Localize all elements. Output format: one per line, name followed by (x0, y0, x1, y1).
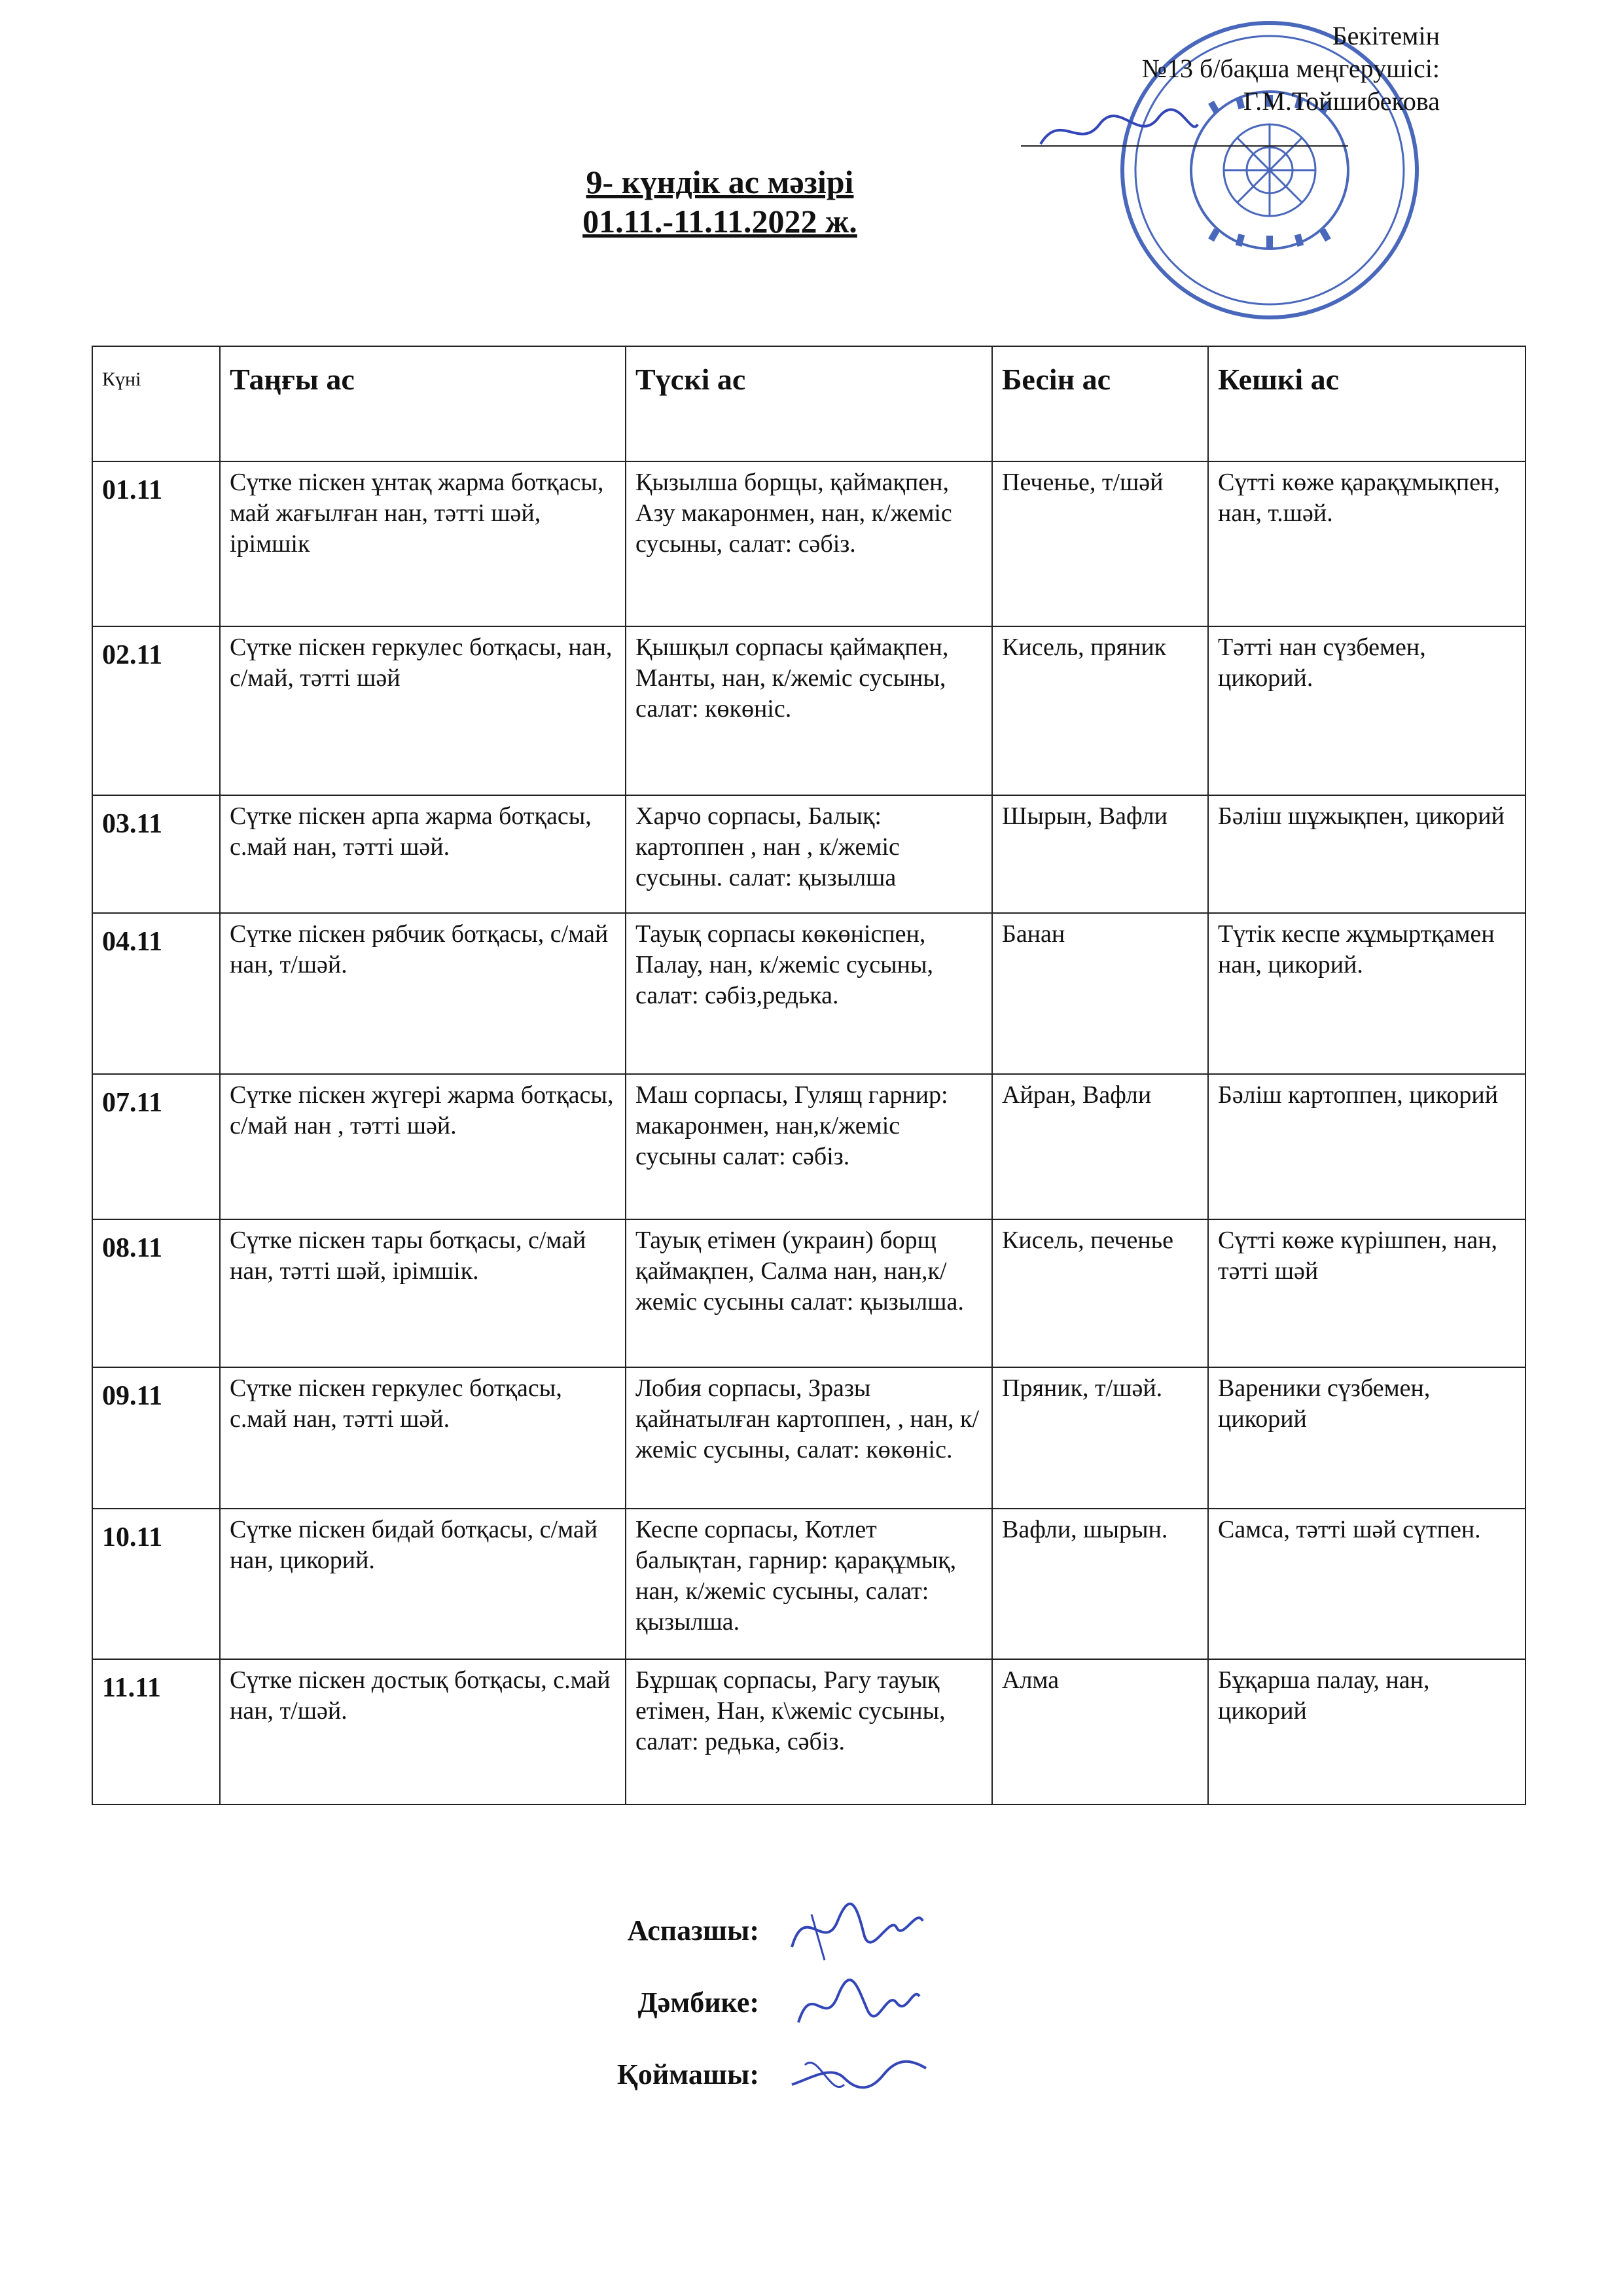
cell-lunch: Тауық етімен (украин) борщ қаймақпен, Салма нан, нан,к/жеміс сусыны салат: қызылша. (626, 1219, 992, 1367)
title-line-1: 9- күндік ас мәзірі (586, 164, 854, 200)
cell-breakfast: Сүтке піскен жүгері жарма ботқасы, с/май нан , тәтті шәй. (220, 1074, 626, 1219)
signature-label: Қоймашы: (616, 2058, 759, 2090)
cell-snack: Печенье, т/шәй (992, 461, 1208, 626)
cell-lunch: Қышқыл сорпасы қаймақпен, Манты, нан, к/жеміс сусыны, салат: көкөніс. (626, 626, 992, 795)
cell-dinner: Сүтті көже қарақұмықпен, нан, т.шәй. (1208, 461, 1525, 626)
table-row (92, 1074, 1525, 1219)
cell-dinner: Бәліш картоппен, цикорий (1208, 1074, 1525, 1219)
cell-dinner: Самса, тәтті шәй сүтпен. (1208, 1509, 1525, 1659)
title-line-2: 01.11.-11.11.2022 ж. (582, 203, 857, 240)
header-snack: Бесін ас (992, 346, 1208, 461)
table-header-row (92, 346, 1525, 461)
signature-mark (785, 1895, 929, 1967)
cell-snack: Пряник, т/шәй. (992, 1367, 1208, 1509)
header-dinner: Кешкі ас (1208, 346, 1525, 461)
cell-lunch: Қызылша борщы, қаймақпен, Азу макаронмен, нан, к/жеміс сусыны, салат: сәбіз. (626, 461, 992, 626)
cell-breakfast: Сүтке піскен тары ботқасы, с/май нан, тәтті шәй, ірімшік. (220, 1219, 626, 1367)
cell-lunch: Тауық сорпасы көкөніспен, Палау, нан, к/жеміс сусыны, салат: сәбіз,редька. (626, 913, 992, 1074)
cell-dinner: Түтік кеспе жұмыртқамен нан, цикорий. (1208, 913, 1525, 1074)
cell-breakfast: Сүтке піскен геркулес ботқасы, с.май нан, тәтті шәй. (220, 1367, 626, 1509)
cell-day: 11.11 (92, 1659, 220, 1804)
cell-dinner: Тәтті нан сүзбемен, цикорий. (1208, 626, 1525, 795)
cell-lunch: Харчо сорпасы, Балық: картоппен , нан , к/жеміс сусыны. салат: қызылша (626, 795, 992, 913)
approval-block (1021, 20, 1440, 118)
cell-lunch: Кеспе сорпасы, Котлет балықтан, гарнир: қарақұмық, нан, к/жеміс сусыны, салат: қызылша. (626, 1509, 992, 1659)
table-row (92, 1509, 1525, 1659)
cell-snack: Банан (992, 913, 1208, 1074)
signature-label: Дәмбике: (637, 1986, 759, 2018)
approval-title: Бекітемін (1332, 21, 1440, 50)
cell-lunch: Лобия сорпасы, Зразы қайнатылған картоппен, , нан, к/жеміс сусыны, салат: көкөніс. (626, 1367, 992, 1509)
header-day: Күні (92, 346, 220, 461)
table-row (92, 1219, 1525, 1367)
signature-mark (785, 1967, 929, 2039)
cell-dinner: Бұқарша палау, нан, цикорий (1208, 1659, 1525, 1804)
table-row (92, 795, 1525, 913)
signature-mark (785, 2039, 929, 2111)
cell-day: 10.11 (92, 1509, 220, 1659)
cell-day: 08.11 (92, 1219, 220, 1367)
cell-day: 02.11 (92, 626, 220, 795)
table-row (92, 913, 1525, 1074)
table-row (92, 1367, 1525, 1509)
approval-position: №13 б/бақша меңгерушісі: (1141, 54, 1440, 83)
cell-lunch: Маш сорпасы, Гулящ гарнир: макаронмен, нан,к/жеміс сусыны салат: сәбіз. (626, 1074, 992, 1219)
cell-dinner: Бәліш шұжықпен, цикорий (1208, 795, 1525, 913)
signatures-block (589, 1911, 1047, 2127)
cell-breakfast: Сүтке піскен арпа жарма ботқасы, с.май нан, тәтті шәй. (220, 795, 626, 913)
approval-name: Г.М.Тойшибекова (1243, 86, 1440, 116)
table-row (92, 626, 1525, 795)
cell-day: 01.11 (92, 461, 220, 626)
document-title (0, 162, 1623, 241)
header-breakfast: Таңғы ас (220, 346, 626, 461)
cell-snack: Кисель, пряник (992, 626, 1208, 795)
cell-breakfast: Сүтке піскен геркулес ботқасы, нан, с/май, тәтті шәй (220, 626, 626, 795)
menu-table (92, 346, 1526, 1805)
cell-breakfast: Сүтке піскен ұнтақ жарма ботқасы, май жағылған нан, тәтті шәй, ірімшік (220, 461, 626, 626)
cell-snack: Шырын, Вафли (992, 795, 1208, 913)
header-lunch: Түскі ас (626, 346, 992, 461)
signature-label: Аспазшы: (627, 1914, 759, 1946)
signature-row-storekeeper (589, 2055, 1047, 2127)
cell-snack: Вафли, шырын. (992, 1509, 1208, 1659)
table-row (92, 1659, 1525, 1804)
cell-lunch: Бұршақ сорпасы, Рагу тауық етімен, Нан, к\жеміс сусыны, салат: редька, сәбіз. (626, 1659, 992, 1804)
cell-dinner: Сүтті көже күрішпен, нан, тәтті шәй (1208, 1219, 1525, 1367)
cell-day: 09.11 (92, 1367, 220, 1509)
table-row (92, 461, 1525, 626)
cell-snack: Кисель, печенье (992, 1219, 1208, 1367)
approval-signature-mark (1034, 105, 1204, 157)
cell-breakfast: Сүтке піскен рябчик ботқасы, с/май нан, т/шәй. (220, 913, 626, 1074)
cell-day: 03.11 (92, 795, 220, 913)
cell-breakfast: Сүтке піскен достық ботқасы, с.май нан, т/шәй. (220, 1659, 626, 1804)
cell-breakfast: Сүтке піскен бидай ботқасы, с/май нан, цикорий. (220, 1509, 626, 1659)
cell-snack: Айран, Вафли (992, 1074, 1208, 1219)
cell-day: 07.11 (92, 1074, 220, 1219)
cell-dinner: Вареники сүзбемен, цикорий (1208, 1367, 1525, 1509)
cell-snack: Алма (992, 1659, 1208, 1804)
cell-day: 04.11 (92, 913, 220, 1074)
